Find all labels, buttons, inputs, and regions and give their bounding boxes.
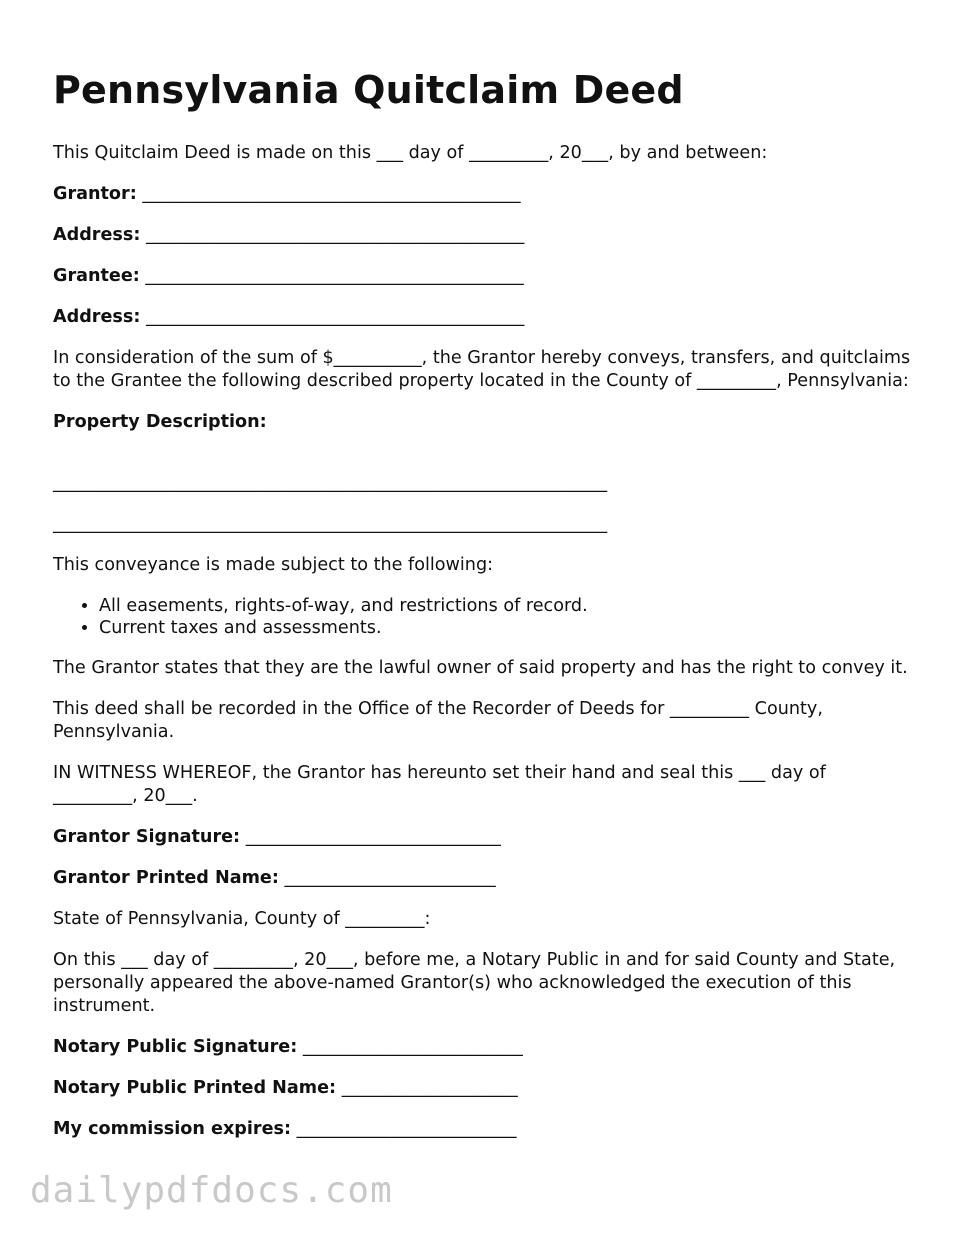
subject-intro: This conveyance is made subject to the following: bbox=[53, 555, 494, 575]
grantee-address-blank: ___________________________________________ bbox=[146, 307, 525, 327]
property-description-heading bbox=[53, 411, 913, 434]
grantor-signature-label: Grantor Signature: bbox=[53, 827, 241, 847]
list-item: • All easements, rights-of-way, and restrictions of record. bbox=[99, 595, 913, 617]
grantee-address-field bbox=[53, 306, 913, 329]
grantee-label: Grantee: bbox=[53, 266, 140, 286]
list-item: • Current taxes and assessments. bbox=[99, 617, 913, 639]
recording-text: This deed shall be recorded in the Office of the Recorder of Deeds for _________ County, Pennsylvania. bbox=[53, 699, 823, 742]
grantor-signature-field bbox=[53, 826, 913, 849]
grantor-printed-field bbox=[53, 867, 913, 890]
page-title: Pennsylvania Quitclaim Deed bbox=[53, 68, 684, 112]
grantor-printed-blank: ________________________ bbox=[284, 868, 496, 888]
property-description-label: Property Description: bbox=[53, 412, 267, 432]
grantor-address-label: Address: bbox=[53, 225, 141, 245]
grantee-field bbox=[53, 265, 913, 288]
commission-field bbox=[53, 1118, 913, 1141]
watermark: dailypdfdocs.com bbox=[30, 1170, 393, 1211]
grantor-field bbox=[53, 183, 913, 206]
grantor-blank: ___________________________________________ bbox=[142, 184, 521, 204]
deed-document bbox=[53, 62, 913, 1159]
intro-text: This Quitclaim Deed is made on this ___ day of _________, 20___, by and between: bbox=[53, 143, 768, 163]
commission-label: My commission expires: bbox=[53, 1119, 292, 1139]
notary-signature-blank: _________________________ bbox=[302, 1037, 523, 1057]
witness-text: IN WITNESS WHEREOF, the Grantor has hereunto set their hand and seal this ___ day of _________, 20___. bbox=[53, 763, 826, 806]
notary-printed-blank: ____________________ bbox=[341, 1078, 518, 1098]
subject-list bbox=[53, 595, 913, 639]
grantor-label: Grantor: bbox=[53, 184, 137, 204]
grantee-address-label: Address: bbox=[53, 307, 141, 327]
notary-printed-field bbox=[53, 1077, 913, 1100]
notary-signature-label: Notary Public Signature: bbox=[53, 1037, 298, 1057]
grantee-blank: ___________________________________________ bbox=[145, 266, 524, 286]
property-line-1: _______________________________________________________________ bbox=[53, 473, 608, 493]
owner-statement: The Grantor states that they are the lawful owner of said property and has the right to convey it. bbox=[53, 658, 908, 678]
consideration-text: In consideration of the sum of $__________, the Grantor hereby conveys, transfers, and quitclaims to the Grantee the following described property located in the County of _________, Pennsylvania: bbox=[53, 348, 911, 391]
grantor-signature-blank: _____________________________ bbox=[245, 827, 501, 847]
notary-signature-field bbox=[53, 1036, 913, 1059]
grantor-address-blank: ___________________________________________ bbox=[146, 225, 525, 245]
property-line-2: _______________________________________________________________ bbox=[53, 514, 608, 534]
notary-printed-label: Notary Public Printed Name: bbox=[53, 1078, 337, 1098]
state-county-text: State of Pennsylvania, County of _________: bbox=[53, 909, 431, 929]
commission-blank: _________________________ bbox=[296, 1119, 517, 1139]
grantor-address-field bbox=[53, 224, 913, 247]
acknowledgment-text: On this ___ day of _________, 20___, before me, a Notary Public in and for said County and State, personally appeared the above-named Grantor(s) who acknowledged the execution of this instrument. bbox=[53, 950, 896, 1016]
grantor-printed-label: Grantor Printed Name: bbox=[53, 868, 279, 888]
